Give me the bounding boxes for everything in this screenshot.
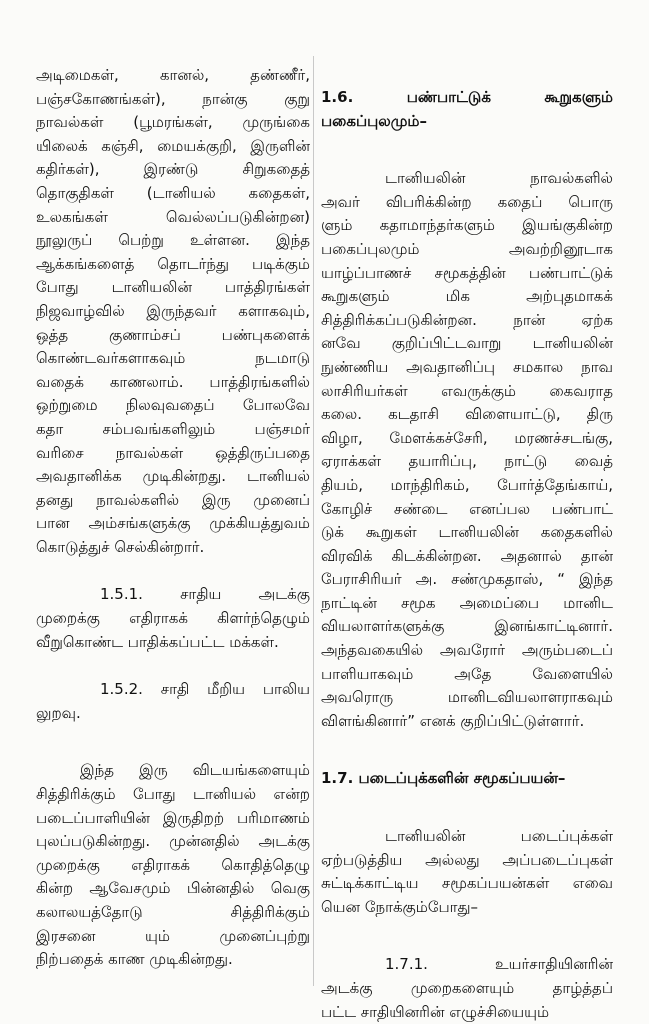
text-line: டானியலின் நாவல்களில் [385, 169, 613, 188]
text-line: வீறுகொண்ட பாதிக்கப்பட்ட மக்கள். [36, 632, 279, 651]
text-line: நாட்டின் சமூக அமைப்பை மானிட [321, 593, 613, 612]
text-line: பேராசிரியர் அ. சண்முகதாஸ், “ இந்த [321, 570, 613, 589]
text-line: வதைக் காணலாம். பாத்திரங்களில் [36, 372, 310, 391]
text-line: லாசிரியர்கள் எவருக்கும் கைவராத [321, 381, 613, 400]
text-line: சித்திரிக்கும் போது டானியல் என்ற [36, 785, 310, 804]
text-line: கதிர்கள்), இரண்டு சிறுகதைத் [36, 160, 310, 179]
text-line: டானியலின் படைப்புக்கள் [385, 827, 613, 846]
text-line: ஒத்த குணாம்சப் பண்புகளைக் [36, 325, 310, 344]
text-line: உலகங்கள் வெல்லப்படுகின்றன) [36, 207, 310, 226]
paragraph-two-themes [36, 759, 310, 971]
text-line: கலாலயத்தோடு சித்திரிக்கும் [36, 903, 310, 921]
text-line: யிலைக் கஞ்சி, மையக்குறி, இருளின் [36, 136, 310, 155]
text-line: ஏற்படுத்திய அல்லது அப்படைப்புகள் [321, 850, 613, 869]
text-line: அந்தவகையில் அவரோர் அரும்படைப் [321, 641, 613, 660]
text-line: அவர் விபரிக்கின்ற கதைப் பொரு [321, 192, 613, 211]
text-line: முறைக்கு எதிராகக் கொதித்தெழு [36, 855, 310, 874]
text-line: 1.6. பண்பாட்டுக் கூறுகளும் [321, 88, 613, 106]
text-line: 1.5.2. சாதி மீறிய பாலிய [100, 680, 310, 699]
text-line: பாளியாகவும் அதே வேளையில் [321, 664, 613, 683]
text-line: நாவல்கள் (பூமரங்கள், முருங்கை [36, 113, 310, 132]
paragraph-cultural-elements [321, 167, 613, 733]
text-line: பகைப்புலமும் அவற்றினூடாக [321, 239, 613, 258]
text-line: கதா சம்பவங்களிலும் பஞ்சமர் [36, 419, 310, 438]
text-line: போது டானியலின் பாத்திரங்கள் [36, 278, 310, 297]
text-line: வரிசை நாவல்கள் ஒத்திருப்பதை [36, 443, 310, 462]
text-line: அவதானிக்க முடிகின்றது. டானியல் [36, 467, 310, 486]
text-line: நிஜவாழ்வில் இருந்தவர் களாகவும், [36, 301, 310, 320]
text-line: 1.5.1. சாதிய அடக்கு [100, 585, 310, 604]
text-line: 1.7.1. உயர்சாதியினரின் [385, 955, 613, 974]
text-line: நுண்ணிய அவதானிப்பு சமகால நாவ [321, 357, 613, 376]
text-line: னவே குறிப்பிட்டவாறு டானியலின் [321, 334, 613, 353]
text-line: பஞ்சகோணங்கள்), நான்கு குறு [36, 89, 310, 108]
text-line: இந்த இரு விடயங்களையும் [80, 761, 310, 780]
text-line: கொடுத்துச் செல்கின்றார். [36, 537, 205, 556]
column-divider [313, 56, 314, 986]
text-line: அடக்கு முறைகளையும் தாழ்த்தப் [321, 979, 613, 997]
left-column [36, 64, 310, 972]
text-line: தியம், மாந்திரிகம், போர்த்தேங்காய், [321, 475, 613, 494]
text-line: பட்ட சாதியினரின் எழுச்சியையும் [321, 1002, 550, 1021]
text-line: சித்திரிக்கப்படுகின்றன. நான் ஏற்க [321, 310, 613, 329]
text-line: முறைக்கு எதிராகக் கிளர்ந்தெழும் [36, 609, 310, 628]
text-line: கூறுகளும் மிக அற்புதமாகக் [321, 287, 613, 306]
text-line: விளங்கினார்” எனக் குறிப்பிட்டுள்ளார். [321, 711, 585, 730]
text-line: பகைப்புலமும்– [321, 111, 427, 130]
subsection-1-7-1 [321, 953, 613, 1024]
text-line: கின்ற ஆவேசமும் பின்னதில் வெகு [36, 879, 310, 898]
text-line: இரசனை யும் முனைப்புற்று [36, 926, 310, 945]
text-line: கோழிச் சண்டை எனப்பல பண்பாட் [321, 499, 613, 518]
text-line: யாழ்ப்பாணச் சமூகத்தின் பண்பாட்டுக் [321, 263, 613, 282]
text-line: 1.7. படைப்புக்களின் சமூகப்பயன்– [321, 769, 566, 788]
text-line: படைப்பாளியின் இருதிறற் பரிமாணம் [36, 808, 310, 827]
text-line: ஒற்றுமை நிலவுவதைப் போலவே [36, 396, 310, 415]
text-line: புலப்படுகின்றது. முன்னதில் அடக்கு [36, 832, 310, 851]
text-line: தனது நாவல்களில் இரு முனைப் [36, 490, 310, 509]
text-line: ஏராக்கள் தயாரிப்பு, நாட்டு வைத் [321, 452, 613, 471]
text-line: சுட்டிக்காட்டிய சமூகப்பயன்கள் எவை [321, 874, 613, 893]
text-line: அவரொரு மானிடவியலாளராகவும் [321, 688, 613, 707]
text-line: தொகுதிகள் (டானியல் கதைகள், [36, 183, 310, 202]
section-heading-1-7 [321, 767, 613, 791]
text-line: ளும் கதாமாந்தர்களும் இயங்குகின்ற [321, 216, 613, 235]
subsection-1-5-2 [36, 678, 310, 725]
text-line: ஆக்கங்களைத் தொடர்ந்து படிக்கும் [36, 254, 310, 273]
text-line: யென நோக்கும்போது– [321, 897, 479, 916]
text-line: விரவிக் கிடக்கின்றன. அதனால் தான் [321, 546, 613, 565]
text-line: விழா, மேளக்கச்சேரி, மரணச்சடங்கு, [321, 428, 613, 447]
subsection-1-5-1 [36, 583, 310, 654]
text-line: கொண்டவர்களாகவும் நடமாடு [36, 349, 310, 368]
text-line: லுறவு. [36, 703, 81, 722]
paragraph-social-use [321, 825, 613, 919]
right-column [321, 64, 613, 1024]
text-line: அடிமைகள், கானல், தண்ணீர், [36, 66, 310, 84]
text-line: கலை. கடதாசி விளையாட்டு, திரு [321, 405, 613, 424]
text-line: நிற்பதைக் காண முடிகின்றது. [36, 950, 233, 969]
section-heading-1-6 [321, 86, 613, 133]
text-line: டுக் கூறுகள் டானியலின் கதைகளில் [321, 523, 613, 542]
paragraph-novels-list [36, 64, 310, 559]
text-line: நூலுருப் பெற்று உள்ளன. இந்த [36, 231, 310, 250]
text-line: பான அம்சங்களுக்கு முக்கியத்துவம் [36, 514, 310, 533]
text-line: வியலாளர்களுக்கு இனங்காட்டினார். [321, 617, 613, 636]
